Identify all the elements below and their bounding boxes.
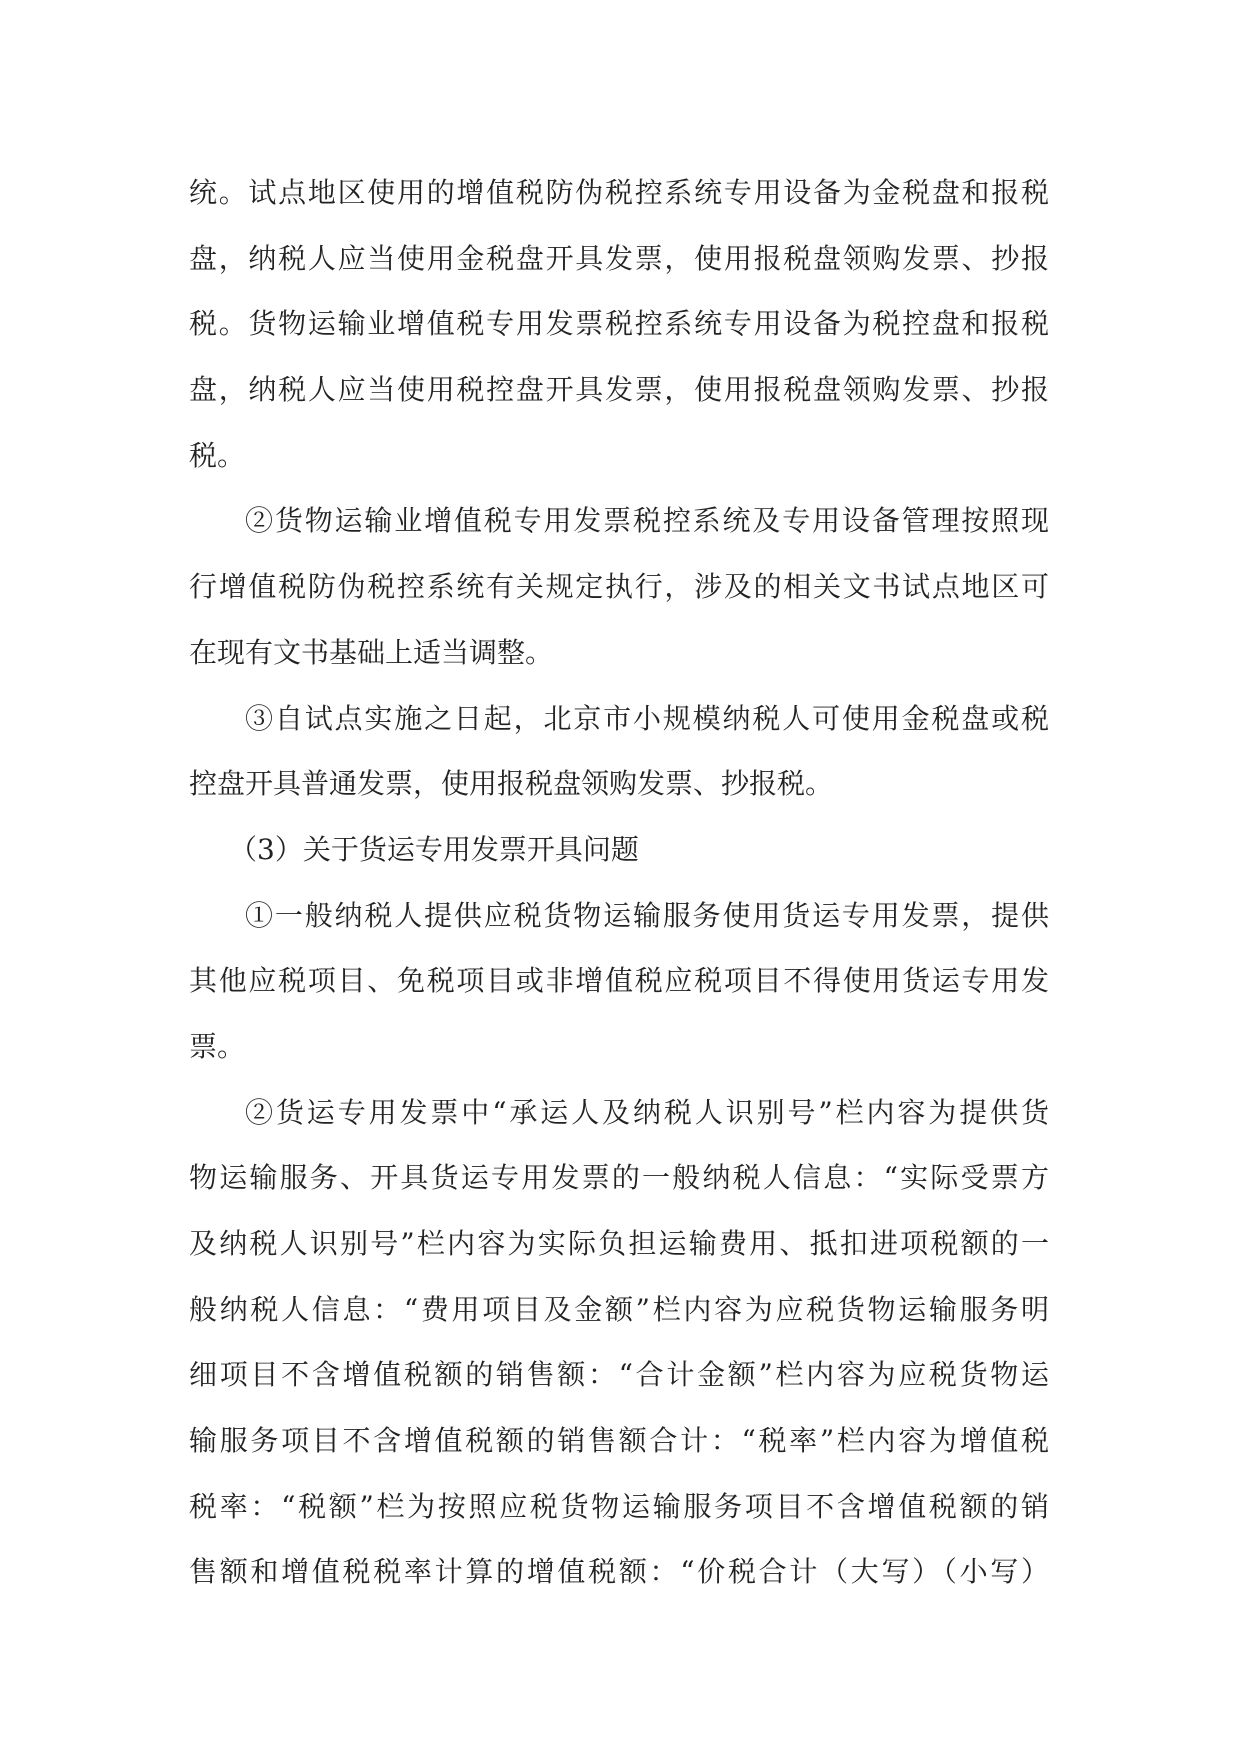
text-line-8: 在现有文书基础上适当调整。 (189, 635, 554, 669)
text-line-17: 及纳税人识别号”栏内容为实际负担运输费用、抵扣进项税额的一 (189, 1227, 1049, 1260)
section-heading: （3）关于货运专用发票开具问题 (229, 832, 639, 866)
document-body (189, 160, 1049, 1605)
text-line-20: 输服务项目不含增值税额的销售额合计：“税率”栏内容为增值税 (189, 1424, 1049, 1458)
text-line-6: ②货物运输业增值税专用发票税控系统及专用设备管理按照现 (245, 504, 1049, 538)
text-line-4: 盘，纳税人应当使用税控盘开具发票，使用报税盘领购发票、抄报 (189, 373, 1049, 407)
text-line-1: 统。试点地区使用的增值税防伪税控系统专用设备为金税盘和报税 (189, 176, 1049, 209)
text-line-12: ①一般纳税人提供应税货物运输服务使用货运专用发票，提供 (245, 898, 1049, 932)
text-line-15: ②货运专用发票中“承运人及纳税人识别号”栏内容为提供货 (245, 1095, 1049, 1129)
text-line-7: 行增值税防伪税控系统有关规定执行，涉及的相关文书试点地区可 (189, 570, 1049, 604)
text-line-9: ③自试点实施之日起，北京市小规模纳税人可使用金税盘或税 (245, 701, 1049, 735)
text-line-13: 其他应税项目、免税项目或非增值税应税项目不得使用货运专用发 (189, 964, 1049, 998)
text-line-3: 税。货物运输业增值税专用发票税控系统专用设备为税控盘和报税 (189, 307, 1049, 341)
text-line-2: 盘，纳税人应当使用金税盘开具发票，使用报税盘领购发票、抄报 (189, 241, 1049, 275)
text-line-22: 售额和增值税税率计算的增值税额：“价税合计（大写）（小写） (189, 1555, 1049, 1589)
text-line-16: 物运输服务、开具货运专用发票的一般纳税人信息：“实际受票方 (189, 1161, 1049, 1195)
text-line-5: 税。 (189, 438, 246, 472)
text-line-18: 般纳税人信息：“费用项目及金额”栏内容为应税货物运输服务明 (189, 1292, 1049, 1326)
text-line-19: 细项目不含增值税额的销售额：“合计金额”栏内容为应税货物运 (189, 1358, 1049, 1392)
text-line-21: 税率：“税额”栏为按照应税货物运输服务项目不含增值税额的销 (189, 1489, 1049, 1523)
text-line-10: 控盘开具普通发票，使用报税盘领购发票、抄报税。 (189, 767, 834, 801)
text-line-14: 票。 (189, 1029, 246, 1063)
